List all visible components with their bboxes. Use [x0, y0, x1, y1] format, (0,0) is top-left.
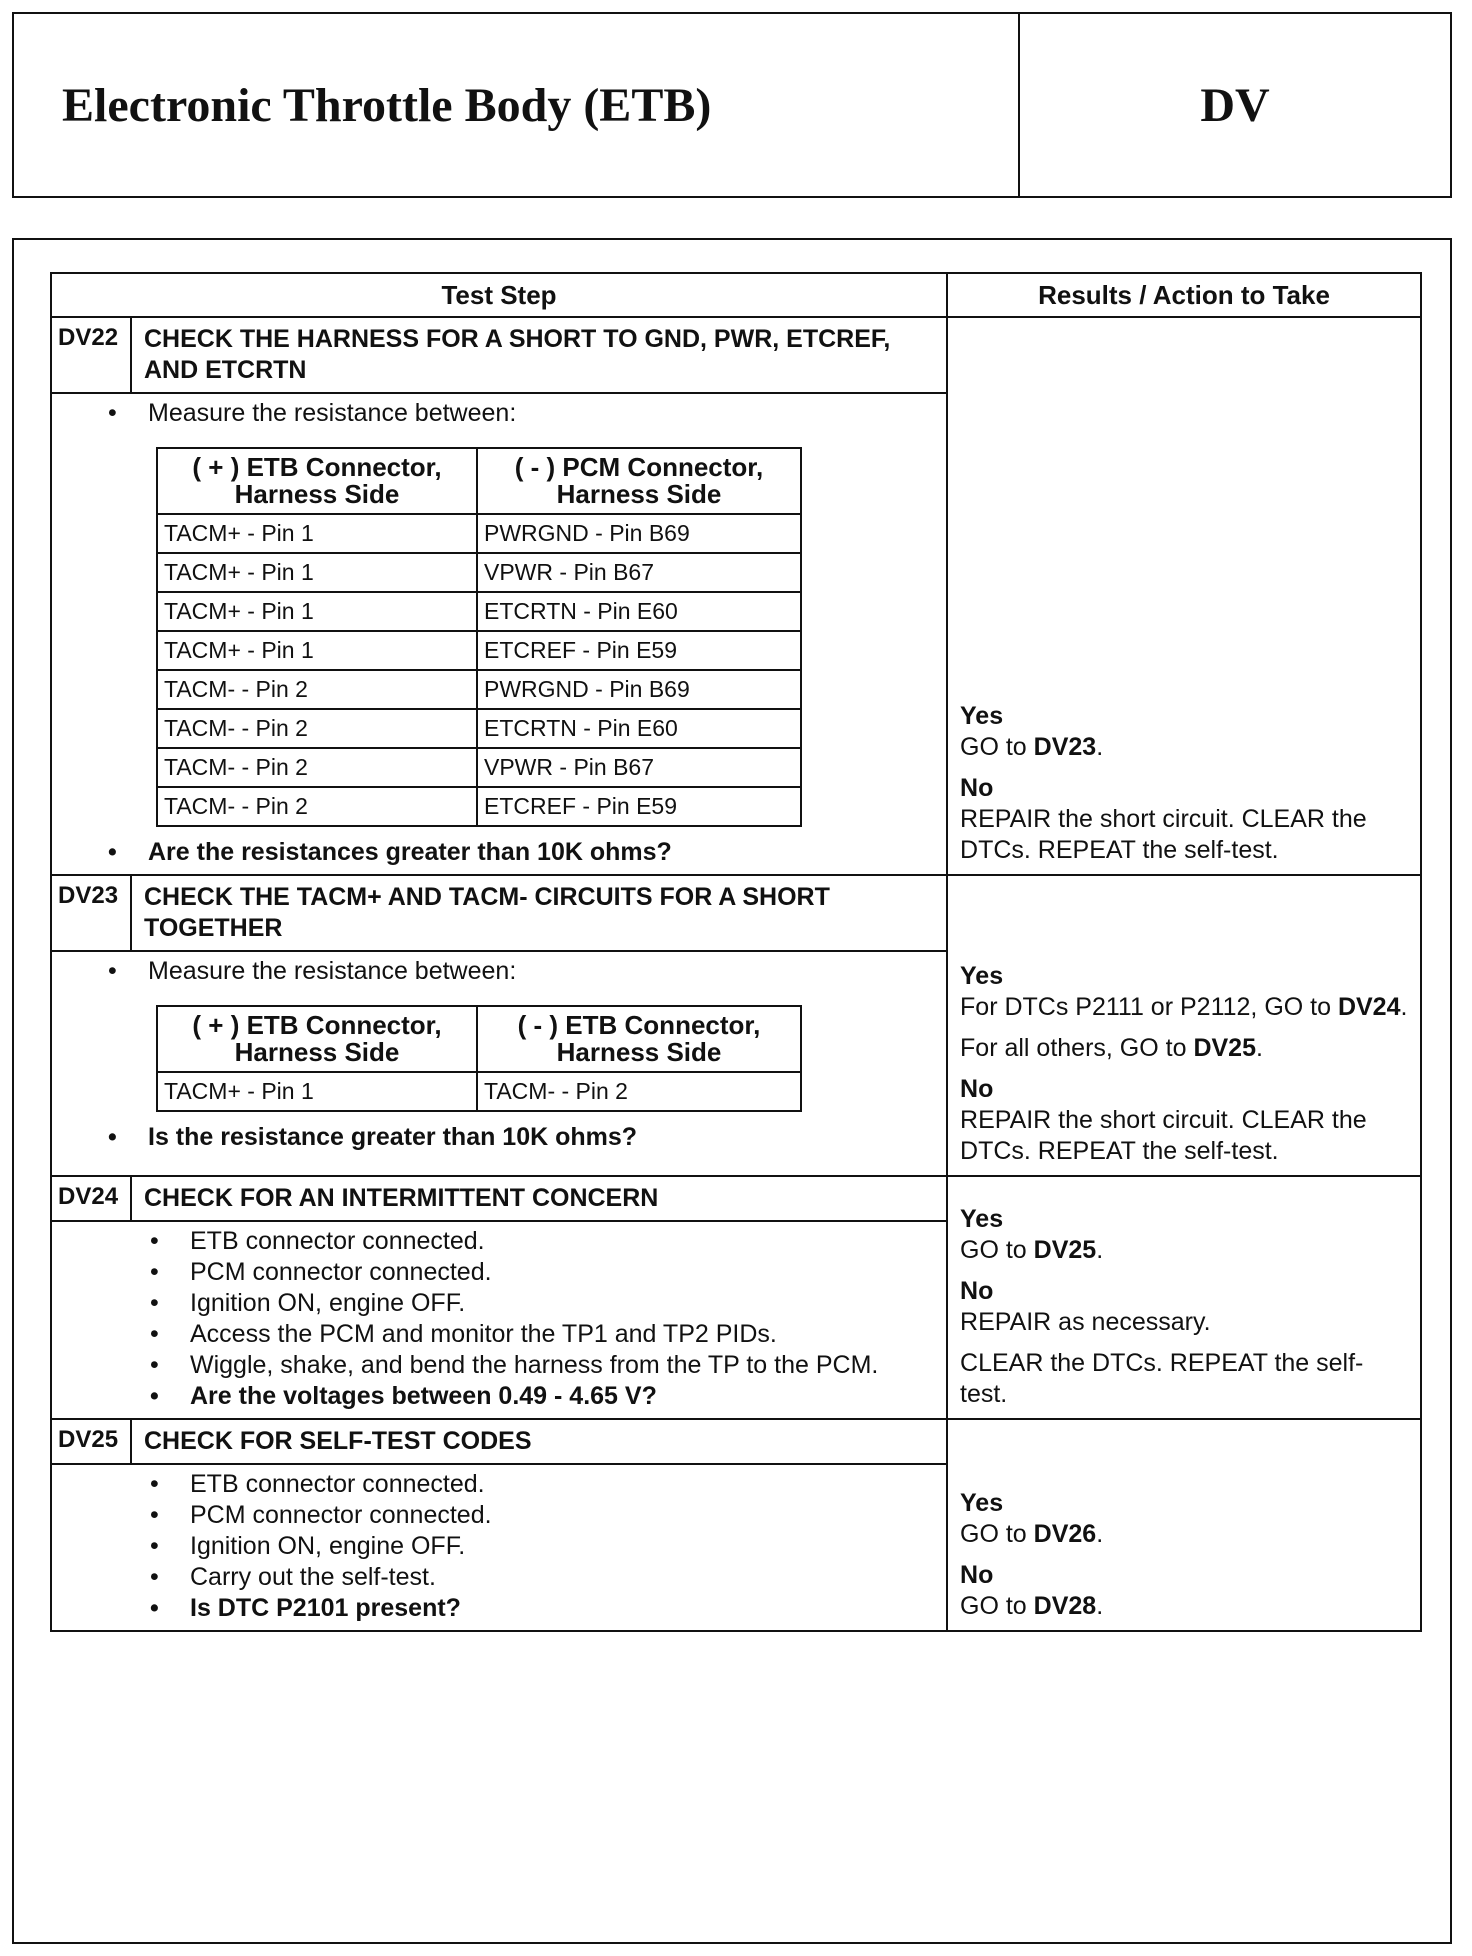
result-yes-action: GO to DV23. — [960, 733, 1104, 761]
step-question: • Is the resistance greater than 10K ohms? — [148, 1122, 946, 1153]
result-no-action: REPAIR as necessary. — [960, 1308, 1211, 1336]
pin-header-left: ( + ) ETB Connector, Harness Side — [157, 448, 477, 514]
step-dv24-title-row — [51, 1176, 1421, 1221]
step-question: • Is DTC P2101 present? — [190, 1593, 946, 1624]
result-yes-action-2: For all others, GO to DV25. — [960, 1034, 1263, 1062]
result-yes-label: Yes — [960, 1205, 1004, 1233]
result-no-label: No — [960, 1075, 994, 1103]
step-id: DV25 — [51, 1419, 131, 1464]
step-question: • Are the resistances greater than 10K ohms? — [148, 837, 946, 868]
goto-link: DV25 — [1193, 1034, 1256, 1062]
table-row: TACM+ - Pin 1 VPWR - Pin B67 — [157, 553, 801, 592]
result-no-label: No — [960, 1561, 994, 1589]
pin-table — [156, 447, 802, 827]
list-item: • ETB connector connected. — [190, 1226, 946, 1257]
goto-link: DV26 — [1033, 1520, 1097, 1548]
pin-table — [156, 1005, 802, 1112]
list-item: • Ignition ON, engine OFF. — [190, 1531, 946, 1562]
step-dv24-results — [947, 1176, 1421, 1419]
list-item: • Carry out the self-test. — [190, 1562, 946, 1593]
step-dv25-title-row — [51, 1419, 1421, 1464]
table-header-row — [51, 273, 1421, 317]
step-id: DV24 — [51, 1176, 131, 1221]
table-row: TACM+ - Pin 1 PWRGND - Pin B69 — [157, 514, 801, 553]
table-row: TACM+ - Pin 1 ETCRTN - Pin E60 — [157, 592, 801, 631]
list-item: • Access the PCM and monitor the TP1 and TP2 PIDs. — [190, 1319, 946, 1350]
step-dv24-body — [51, 1221, 947, 1419]
result-yes-label: Yes — [960, 702, 1004, 730]
step-dv25-body — [51, 1464, 947, 1631]
result-no-action: REPAIR the short circuit. CLEAR the DTCs. REPEAT the self-test. — [960, 805, 1367, 864]
result-yes-action: GO to DV26. — [960, 1520, 1104, 1548]
content-frame — [12, 238, 1452, 1944]
result-no-label: No — [960, 1277, 994, 1305]
result-yes-action: For DTCs P2111 or P2112, GO to DV24. — [960, 993, 1408, 1021]
result-yes-action: GO to DV25. — [960, 1236, 1104, 1264]
col-header-test-step: Test Step — [51, 273, 947, 317]
result-no-action-2: CLEAR the DTCs. REPEAT the self-test. — [960, 1349, 1364, 1408]
step-dv23-title-row — [51, 875, 1421, 951]
step-title: CHECK FOR SELF-TEST CODES — [131, 1419, 947, 1464]
pin-header-left: ( + ) ETB Connector, Harness Side — [157, 1006, 477, 1072]
table-row: TACM- - Pin 2 PWRGND - Pin B69 — [157, 670, 801, 709]
table-row: TACM- - Pin 2 ETCRTN - Pin E60 — [157, 709, 801, 748]
page-title: Electronic Throttle Body (ETB) — [14, 14, 1020, 196]
table-row: TACM- - Pin 2 VPWR - Pin B67 — [157, 748, 801, 787]
result-yes-label: Yes — [960, 1489, 1004, 1517]
step-dv25-results — [947, 1419, 1421, 1631]
goto-link: DV23 — [1033, 733, 1097, 761]
list-item: • Measure the resistance between: — [148, 956, 946, 987]
list-item: • ETB connector connected. — [190, 1469, 946, 1500]
step-id: DV23 — [51, 875, 131, 951]
step-title: CHECK THE TACM+ AND TACM- CIRCUITS FOR A SHORT TOGETHER — [131, 875, 947, 951]
result-yes-label: Yes — [960, 962, 1004, 990]
step-title: CHECK THE HARNESS FOR A SHORT TO GND, PWR, ETCREF, AND ETCRTN — [131, 317, 947, 393]
step-dv23-results — [947, 875, 1421, 1176]
page-header — [12, 12, 1452, 198]
test-step-table — [50, 272, 1422, 1632]
table-row: TACM- - Pin 2 ETCREF - Pin E59 — [157, 787, 801, 826]
result-no-label: No — [960, 774, 994, 802]
step-id: DV22 — [51, 317, 131, 393]
step-dv22-results — [947, 317, 1421, 875]
step-title: CHECK FOR AN INTERMITTENT CONCERN — [131, 1176, 947, 1221]
section-code: DV — [1200, 78, 1270, 132]
pin-header-right: ( - ) ETB Connector, Harness Side — [477, 1006, 801, 1072]
list-item: • Wiggle, shake, and bend the harness from the TP to the PCM. — [190, 1350, 946, 1381]
step-dv22-body — [51, 393, 947, 875]
goto-link: DV24 — [1337, 993, 1401, 1021]
result-no-action: GO to DV28. — [960, 1592, 1104, 1620]
goto-link: DV28 — [1033, 1592, 1097, 1620]
table-row: TACM+ - Pin 1 ETCREF - Pin E59 — [157, 631, 801, 670]
list-item: • Measure the resistance between: — [148, 398, 946, 429]
step-dv22-title-row — [51, 317, 1421, 393]
list-item: • PCM connector connected. — [190, 1257, 946, 1288]
table-row: TACM+ - Pin 1 TACM- - Pin 2 — [157, 1072, 801, 1111]
list-item: • PCM connector connected. — [190, 1500, 946, 1531]
result-no-action: REPAIR the short circuit. CLEAR the DTCs. REPEAT the self-test. — [960, 1106, 1367, 1165]
step-question: • Are the voltages between 0.49 - 4.65 V? — [190, 1381, 946, 1412]
col-header-results: Results / Action to Take — [947, 273, 1421, 317]
list-item: • Ignition ON, engine OFF. — [190, 1288, 946, 1319]
goto-link: DV25 — [1033, 1236, 1097, 1264]
pin-header-right: ( - ) PCM Connector, Harness Side — [477, 448, 801, 514]
step-dv23-body — [51, 951, 947, 1176]
